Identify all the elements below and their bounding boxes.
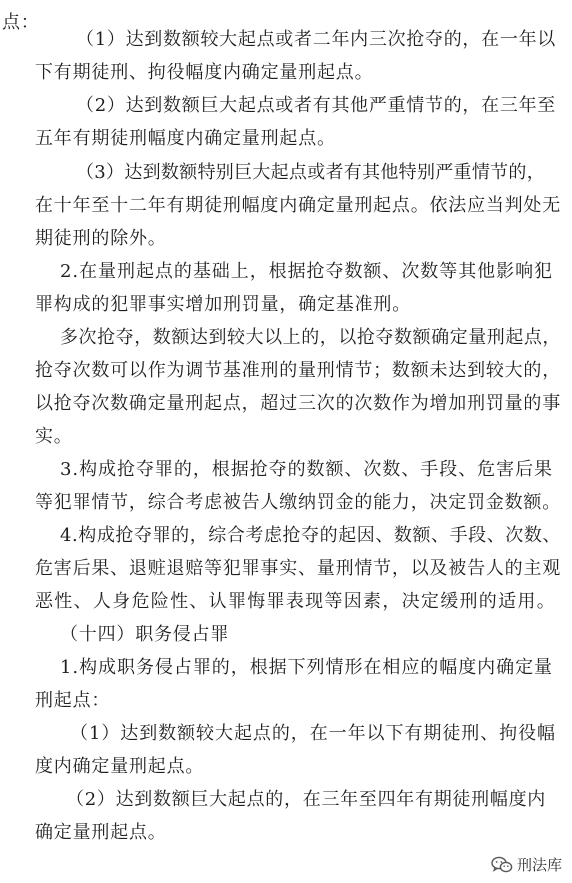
text-line: 下有期徒刑、拘役幅度内确定量刑起点。: [35, 62, 374, 83]
text-line: 罪构成的犯罪事实增加刑罚量，确定基准刑。: [35, 294, 411, 315]
watermark: [491, 854, 562, 875]
text-line: （2）达到数额巨大起点或者有其他严重情节的，在三年至: [76, 95, 556, 116]
text-line: 等犯罪情节，综合考虑被告人缴纳罚金的能力，决定罚金数额。: [35, 492, 561, 513]
text-line: （2）达到数额巨大起点的，在三年至四年有期徒刑幅度内: [66, 789, 546, 810]
text-line: 五年有期徒刑幅度内确定量刑起点。: [35, 128, 336, 149]
text-line: 实。: [35, 426, 73, 447]
text-line: 期徒刑的除外。: [35, 228, 167, 249]
text-line: 点：: [2, 12, 40, 33]
text-line: 以抢夺次数确定量刑起点，超过三次的次数作为增加刑罚量的事: [35, 393, 561, 414]
text-line: 危害后果、退赃退赔等犯罪事实、量刑情节，以及被告人的主观: [35, 558, 561, 579]
text-line: 度内确定量刑起点。: [35, 756, 205, 777]
text-line: （1）达到数额较大起点的，在一年以下有期徒刑、拘役幅: [70, 723, 556, 744]
section-heading: （十四）职务侵占罪: [60, 624, 230, 645]
text-line: 刑起点：: [35, 690, 111, 711]
text-line: 恶性、人身危险性、认罪悔罪表现等因素，决定缓刑的适用。: [35, 591, 556, 612]
text-line: 2.在量刑起点的基础上，根据抢夺数额、次数等其他影响犯: [60, 261, 553, 282]
text-line: （1）达到数额较大起点或者二年内三次抢夺的，在一年以: [76, 29, 556, 50]
text-line: （3）达到数额特别巨大起点或者有其他特别严重情节的，: [76, 162, 545, 183]
wechat-icon: [491, 856, 513, 874]
text-line: 多次抢夺，数额达到较大以上的，以抢夺数额确定量刑起点，: [60, 327, 561, 348]
text-line: 抢夺次数可以作为调节基准刑的量刑情节；数额未达到较大的，: [35, 360, 561, 381]
text-line: 1.构成职务侵占罪的，根据下列情形在相应的幅度内确定量: [60, 657, 553, 678]
text-line: 4.构成抢夺罪的，综合考虑抢夺的起因、数额、手段、次数、: [60, 525, 561, 546]
text-line: 3.构成抢夺罪的，根据抢夺的数额、次数、手段、危害后果: [60, 459, 553, 480]
text-line: 确定量刑起点。: [35, 822, 167, 843]
text-line: 在十年至十二年有期徒刑幅度内确定量刑起点。依法应当判处无: [35, 195, 561, 216]
watermark-text: 刑法库: [516, 856, 562, 874]
